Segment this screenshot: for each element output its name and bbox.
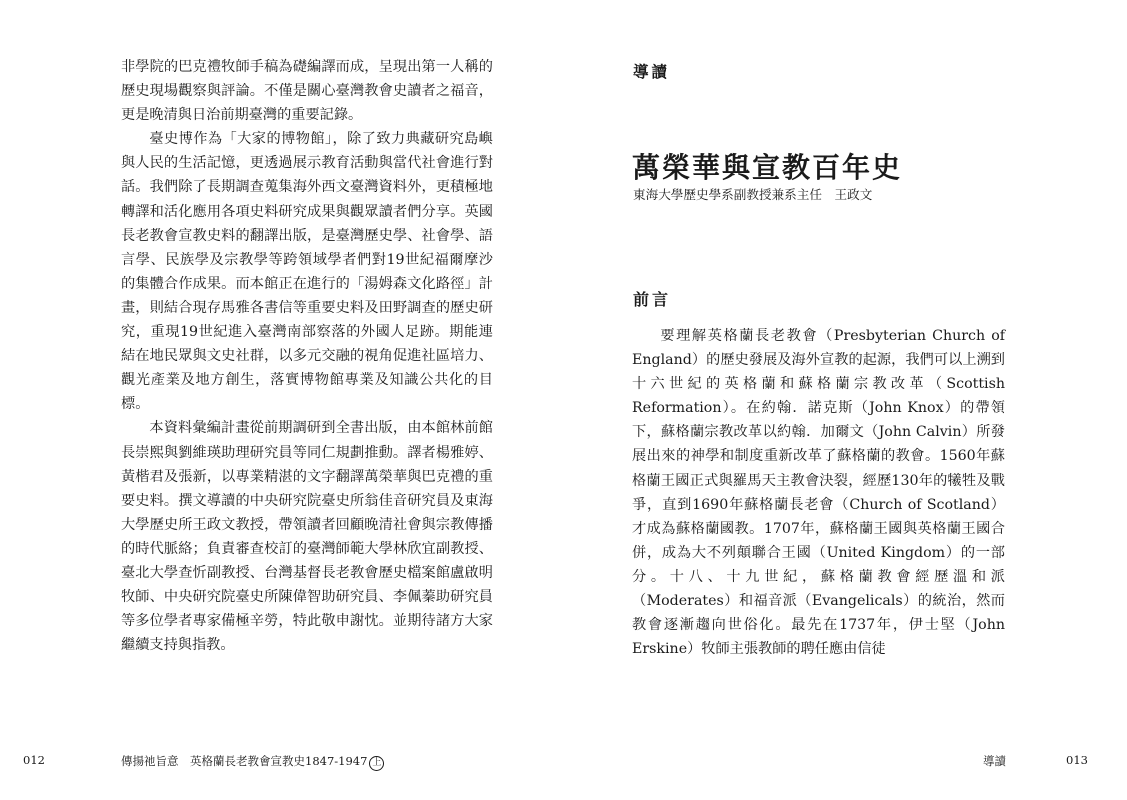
left-paragraph-3: 本資料彙編計畫從前期調研到全書出版，由本館林前館長崇熙與劉維瑛助理研究員等同仁規劃推動。譯者楊雅婷、黃楷君及張新，以專業精湛的文字翻譯萬榮華與巴克禮的重要史料。撰文導讀的中央研究院臺史所翁佳音研究員及東海大學歷史所王政文教授，帶領讀者回顧晚清社會與宗教傳播的時代脈絡；負責審查校訂的臺灣師範大學林欣宜副教授、臺北大學查忻副教授、台灣基督長老教會歷史檔案館盧啟明牧師、中央研究院臺史所陳偉智助研究員、李佩蓁助研究員等多位學者專家備極辛勞，特此敬申謝忱。並期待諸方大家繼續支持與指教。 bbox=[121, 420, 493, 654]
chapter-title: 萬榮華與宣教百年史 bbox=[632, 151, 903, 184]
left-body-text bbox=[121, 55, 493, 657]
volume-mark: 上 bbox=[369, 756, 384, 771]
right-body-text bbox=[632, 324, 1005, 661]
running-head-text: 傳揚祂旨意 英格蘭長老教會宣教史1847-1947 bbox=[121, 754, 368, 768]
right-page bbox=[563, 0, 1127, 800]
right-paragraph-1: 要理解英格蘭長老教會（Presbyterian Church of England）的歷史發展及海外宣教的起源，我們可以上溯到十六世紀的英格蘭和蘇格蘭宗教改革（Scottish Reformation）。在約翰．諾克斯（John Knox）的帶領下，蘇格蘭宗教改革以約翰．加爾文（John Calvin）所發展出來的神學和制度重新改革了蘇格蘭的教會。1560年蘇格蘭王國正式與羅馬天主教會決裂，經歷130年的犧牲及戰爭，直到1690年蘇格蘭長老會（Church of Scotland）才成為蘇格蘭國教。1707年，蘇格蘭王國與英格蘭王國合併，成為大不列顛聯合王國（United Kingdom）的一部分。十八、十九世紀，蘇格蘭教會經歷溫和派（Moderates）和福音派（Evangelicals）的統治，然而教會逐漸趨向世俗化。最先在1737年，伊士堅（John Erskine）牧師主張教師的聘任應由信徒 bbox=[632, 328, 1005, 658]
right-folio: 013 bbox=[1066, 753, 1088, 767]
left-running-head bbox=[121, 753, 384, 771]
left-paragraph-1: 非學院的巴克禮牧師手稿為礎編譯而成，呈現出第一人稱的歷史現場觀察與評論。不僅是關心臺灣教會史讀者之福音，更是晚清與日治前期臺灣的重要記錄。 bbox=[121, 59, 493, 124]
author-byline: 東海大學歷史學系副教授兼系主任 王政文 bbox=[633, 187, 873, 202]
section-heading: 前言 bbox=[633, 290, 672, 309]
left-paragraph-2: 臺史博作為「大家的博物館」，除了致力典藏研究島嶼與人民的生活記憶，更透過展示教育活動與當代社會進行對話。我們除了長期調查蒐集海外西文臺灣資料外，更積極地轉譯和活化應用各項史料研究成果與觀眾讀者們分享。英國長老教會宣教史料的翻譯出版，是臺灣歷史學、社會學、語言學、民族學及宗教學等跨領域學者們對19世紀福爾摩沙的集體合作成果。而本館正在進行的「湯姆森文化路徑」計畫，則結合現存馬雅各書信等重要史料及田野調查的歷史研究，重現19世紀進入臺灣南部察落的外國人足跡。期能連結在地民眾與文史社群，以多元交融的視角促進社區培力、觀光產業及地方創生，落實博物館專業及知識公共化的目標。 bbox=[121, 131, 493, 413]
right-running-head: 導讀 bbox=[983, 754, 1006, 768]
section-label: 導讀 bbox=[633, 62, 671, 81]
left-folio: 012 bbox=[23, 753, 45, 767]
left-page bbox=[0, 0, 563, 800]
